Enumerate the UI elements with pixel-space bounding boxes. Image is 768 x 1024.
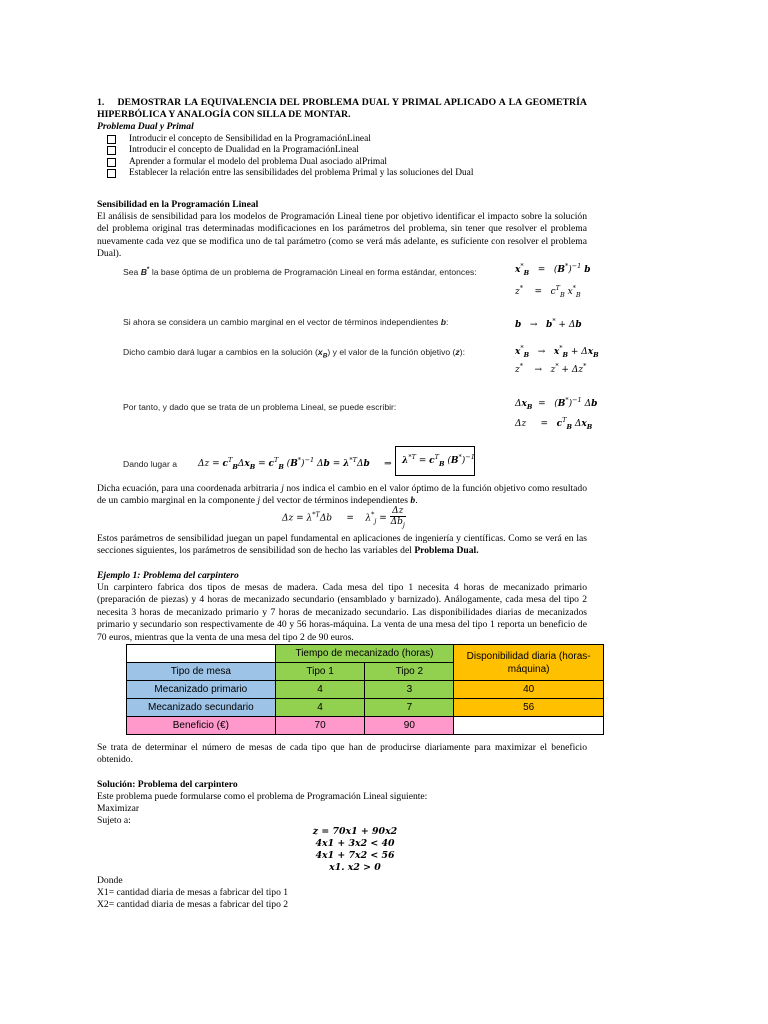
figure-line-3: Dicho cambio dará lugar a cambios en la solución $(x_B)$ y el valor de la función objetivo (z): xyxy=(123,347,465,360)
checkbox-icon xyxy=(107,169,116,178)
row-tipo1-value: 4 xyxy=(275,681,365,699)
objectives-list xyxy=(107,134,473,179)
table-row xyxy=(127,681,604,699)
lp-model xyxy=(260,826,450,874)
sensitivity-equation: $\Delta z = \lambda^{*T}\Delta b$ = $\lambda^*_j$ = $\frac{\Delta z}{\Delta b_j}$ xyxy=(282,506,405,529)
checkbox-icon xyxy=(107,158,116,167)
row-availability-value: 56 xyxy=(454,699,604,717)
constraint-1: 4x1 + 3x2 < 40 xyxy=(315,838,395,849)
carpenter-table xyxy=(126,644,604,735)
figure-line-4: Por tanto, y dado que se trata de un problema Lineal, se puede escribir: xyxy=(123,402,397,412)
formula-z-change: z* → z* + Δz* xyxy=(515,362,587,375)
sensitivity-paragraph: El análisis de sensibilidad para los modelos de Programación Lineal tiene por objetivo identificar el impacto sobre la solución del problema original tras determinadas modificaciones en los parámetros del problema, sin tener que resolver el problema nuevamente cada vez que se modifica uno de tal parámetro (como se verá más adelante, es suficiente con resolver el problema Dual). xyxy=(97,211,587,260)
figure-line-5: Dando lugar a xyxy=(123,459,177,469)
objective-item: Introducir el concepto de Sensibilidad en la ProgramaciónLineal xyxy=(107,134,473,145)
maximize-label: Maximizar xyxy=(97,803,140,814)
document-heading xyxy=(97,97,587,120)
checkbox-icon xyxy=(107,135,116,144)
benefit-tipo1-value: 70 xyxy=(275,717,365,735)
solution-heading: Solución: Problema del carpintero xyxy=(97,779,238,790)
dual-parameters-paragraph: Estos parámetros de sensibilidad juegan un papel fundamental en aplicaciones de ingeniería y científicas. Como se verá en las secciones siguientes, los parámetros de sensibilidad son de hecho las variables del Problema Dual. xyxy=(97,533,587,557)
table-row xyxy=(127,699,604,717)
example-paragraph: Un carpintero fabrica dos tipos de mesas de madera. Cada mesa del tipo 1 necesita 4 horas de mecanizado primario (preparación de piezas) y 4 horas de mecanizado secundario (ensamblado y barnizado). Análogamente, cada mesa del tipo 2 necesita 3 horas de mecanizado primario y 7 horas de mecanizado secundario. Las disponibilidades diarias de mecanizados primario y secundario son respectivamente de 40 y 56 horas-máquina. La venta de una mesa del tipo 1 reporta un beneficio de 70 euros, mientras que la venta de una mesa del tipo 2 de 90 euros. xyxy=(97,582,587,643)
benefit-availability-value xyxy=(454,717,604,735)
benefit-label: Beneficio (€) xyxy=(127,717,276,735)
row-tipo2-value: 3 xyxy=(365,681,454,699)
table-tipo2-header: Tipo 2 xyxy=(365,663,454,681)
table-row xyxy=(127,717,604,735)
constraint-2: 4x1 + 7x2 < 56 xyxy=(315,850,395,861)
formula-result: $\Delta z = c^T_B\Delta x_B = c^T_B$ $(B^*)^{-1}$ $\Delta b = \lambda^{*T}\Delta b$ ⇒ xyxy=(198,456,392,471)
objective-item: Establecer la relación entre las sensibilidades del problema Primal y las soluciones del Dual xyxy=(107,168,473,179)
figure-line-2: Si ahora se considera un cambio marginal en el vector de términos independientes b: xyxy=(123,317,449,327)
table-empty-cell xyxy=(127,645,276,663)
table-tipo1-header: Tipo 1 xyxy=(275,663,365,681)
objective-item: Aprender a formular el modelo del problema Dual asociado alPrimal xyxy=(107,157,473,168)
checkbox-icon xyxy=(107,146,116,155)
row-label: Mecanizado secundario xyxy=(127,699,276,717)
example-goal-paragraph: Se trata de determinar el número de mesas de cada tipo que han de producirse diariamente para maximizar el beneficio obtenido. xyxy=(97,742,587,766)
table-type-header: Tipo de mesa xyxy=(127,663,276,681)
row-tipo1-value: 4 xyxy=(275,699,365,717)
subject-to-label: Sujeto a: xyxy=(97,815,131,826)
example-heading: Ejemplo 1: Problema del carpintero xyxy=(97,570,239,581)
figure-line-1: Sea B* la base óptima de un problema de Programación Lineal en forma estándar, entonces: xyxy=(123,266,477,277)
solution-intro: Este problema puede formularse como el problema de Programación Lineal siguiente: xyxy=(97,791,428,802)
table-availability-header: Disponibilidad diaria (horas-máquina) xyxy=(454,645,604,681)
heading-number: 1. xyxy=(97,97,105,108)
formula-delta-xb: $\Delta x_B = (B^*)^{-1}$ Δb xyxy=(515,396,598,411)
row-tipo2-value: 7 xyxy=(365,699,454,717)
boxed-dual-formula: $\lambda^{*T} = c^T_B$ $(B^*)^{-1}$ xyxy=(395,446,475,476)
formula-xb: $x^*_B = (B^*)^{-1}$ b xyxy=(515,262,591,277)
variable-x2-definition: X2= cantidad diaria de mesas a fabricar del tipo 2 xyxy=(97,899,289,910)
formula-delta-z: Δz = $c^T_B$ $\Delta x_B$ xyxy=(515,416,593,431)
formula-xb-change: $x^*_B \to x^*_B + \Delta x_B$ xyxy=(515,344,599,359)
objective-item: Introducir el concepto de Dualidad en la ProgramaciónLineal xyxy=(107,145,473,156)
table-group-header: Tiempo de mecanizado (horas) xyxy=(275,645,454,663)
sensitivity-heading: Sensibilidad en la Programación Lineal xyxy=(97,199,259,210)
row-availability-value: 40 xyxy=(454,681,604,699)
sensitivity-formula-figure xyxy=(120,262,600,482)
section-subtitle: Problema Dual y Primal xyxy=(97,121,194,132)
objective-function: z = 70x1 + 90x2 xyxy=(312,826,398,837)
formula-z: z* = $c^T_B$ $x^*_B$ xyxy=(515,284,581,299)
non-negativity-constraint: x1. x2 > 0 xyxy=(329,862,381,873)
row-label: Mecanizado primario xyxy=(127,681,276,699)
formula-b-change: b → b* + Δb xyxy=(515,317,582,330)
equation-explanation: Dicha ecuación, para una coordenada arbitraria j nos indica el cambio en el valor óptimo de la función objetivo como resultado de un cambio marginal en la componente j del vector de términos independientes b. xyxy=(97,483,588,507)
variable-x1-definition: X1= cantidad diaria de mesas a fabricar del tipo 1 xyxy=(97,887,289,898)
where-label: Donde xyxy=(97,875,123,886)
benefit-tipo2-value: 90 xyxy=(365,717,454,735)
heading-text: DEMOSTRAR LA EQUIVALENCIA DEL PROBLEMA DUAL Y PRIMAL APLICADO A LA GEOMETRÍA HIPERBÓLICA Y ANALOGÍA CON SILLA DE MONTAR. xyxy=(97,97,588,120)
